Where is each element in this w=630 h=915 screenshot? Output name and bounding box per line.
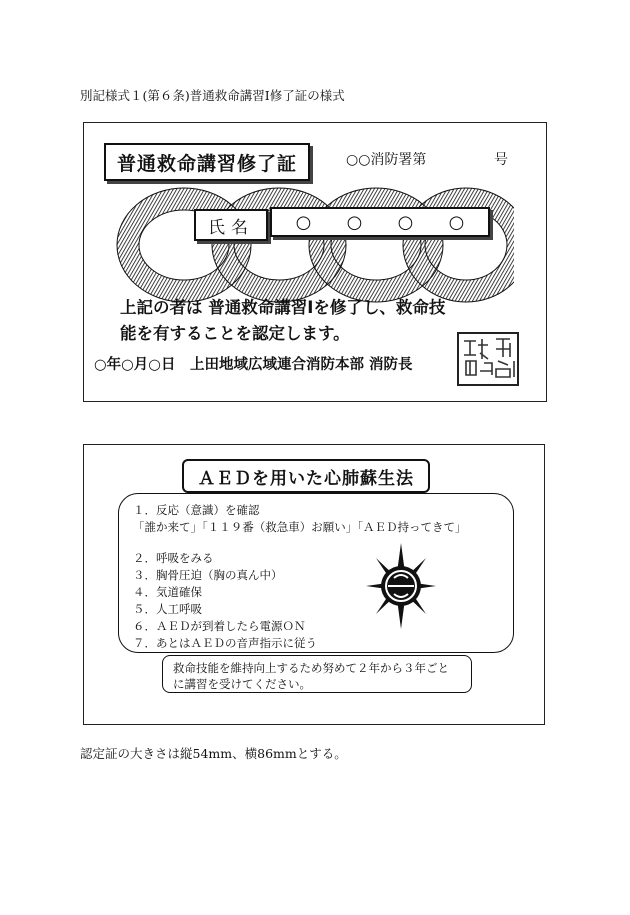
certification-text-line1: 上記の者は 普通救命講習Ⅰを修了し、救命技 [120,298,446,317]
step-4: ４．気道確保 [133,585,202,599]
step-6: ６．ＡＥＤが到着したら電源ＯＮ [133,619,306,633]
certificate-title: 普通救命講習修了証 [104,143,310,181]
name-placeholder-char: ○ [346,211,363,233]
certificate-back [83,444,545,725]
step-2: ２．呼吸をみる [133,551,214,565]
training-renewal-notice [162,655,472,693]
notice-line2: に講習を受けてください。 [173,677,311,691]
certificate-number-suffix: 号 [494,152,508,168]
official-seal-stamp [456,331,520,387]
certificate-number-label: ○○消防署第 [346,152,427,168]
name-label: 氏名 [194,209,268,241]
name-placeholder-char: ○ [295,211,312,233]
size-footnote: 認定証の大きさは縦54mm、横86mmとする。 [80,746,347,761]
name-placeholder-char: ○ [397,211,414,233]
certificate-front [83,122,547,402]
step-3: ３．胸骨圧迫（胸の真ん中） [133,568,283,582]
chain-decoration [114,183,514,303]
issue-date-issuer: ○年○月○日 上田地域広域連合消防本部 消防長 [94,357,413,373]
cpr-steps-box [118,493,514,653]
step-1: １．反応（意識）を確認 [133,503,260,517]
name-field [270,207,490,237]
certification-text [120,295,500,347]
page-heading: 別記様式１(第６条)普通救命講習Ⅰ修了証の様式 [80,88,345,103]
aed-cpr-title: ＡＥＤを用いた心肺蘇生法 [182,459,430,493]
step-7: ７．あとはＡＥＤの音声指示に従う [133,636,317,650]
certification-text-line2: 能を有することを認定します。 [120,324,350,343]
fire-department-emblem-icon [366,543,436,629]
name-placeholder-char: ○ [448,211,465,233]
step-5: ５．人工呼吸 [133,602,202,616]
step-1-call: 「誰か来て」「１１９番（救急車）お願い」「ＡＥＤ持ってきて」 [133,520,467,534]
notice-line1: 救命技能を維持向上するため努めて２年から３年ごと [173,661,449,675]
